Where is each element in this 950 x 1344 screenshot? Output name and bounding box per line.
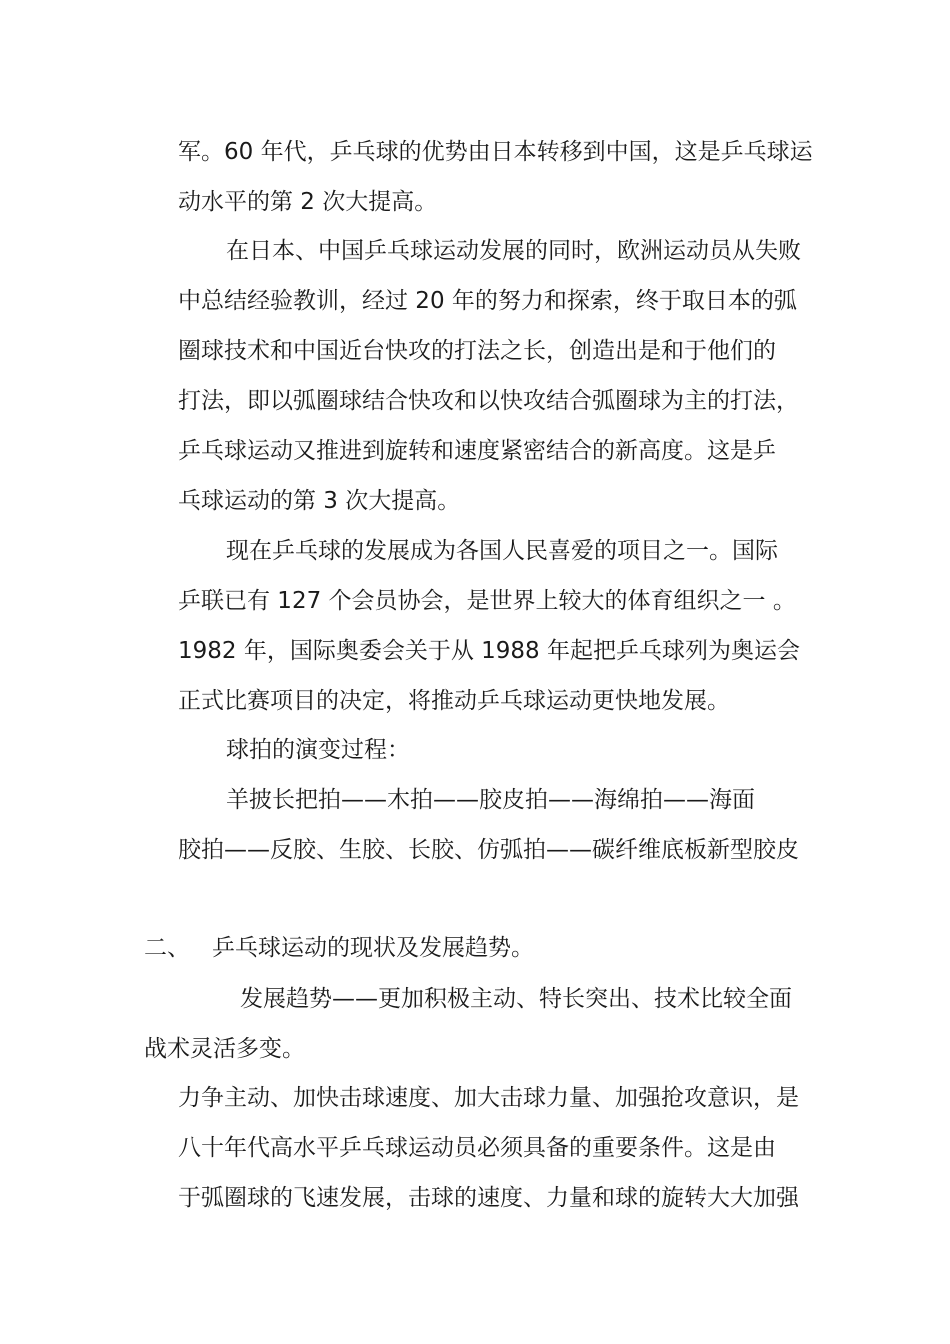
paragraph2-line6: 乓球运动的第 3 次大提高。 <box>178 488 461 514</box>
paragraph2-line3: 圈球技术和中国近台快攻的打法之长，创造出是和于他们的 <box>178 338 776 364</box>
paragraph1-line2: 动水平的第 2 次大提高。 <box>178 189 438 215</box>
paragraph7-line2: 八十年代高水平乒乓球运动员必须具备的重要条件。这是由 <box>178 1135 776 1161</box>
paragraph3-line3: 1982 年，国际奥委会关于从 1988 年起把乒乓球列为奥运会 <box>178 638 800 664</box>
paragraph2-line4: 打法，即以弧圈球结合快攻和以快攻结合弧圈球为主的打法， <box>178 388 799 414</box>
paragraph3-line2: 乒联已有 127 个会员协会，是世界上较大的体育组织之一 。 <box>178 588 796 614</box>
paragraph3-line1: 现在乒乓球的发展成为各国人民喜爱的项目之一。国际 <box>226 538 778 564</box>
paragraph5-line2: 胶拍——反胶、生胶、长胶、仿弧拍——碳纤维底板新型胶皮 <box>178 837 799 863</box>
paragraph2-line5: 乒乓球运动又推进到旋转和速度紧密结合的新高度。这是乒 <box>178 438 776 464</box>
paragraph6-line2: 战术灵活多变。 <box>144 1036 305 1062</box>
paragraph6-line1: 发展趋势——更加积极主动、特长突出、技术比较全面 <box>240 986 792 1012</box>
section-title: 乒乓球运动的现状及发展趋势。 <box>212 935 534 961</box>
paragraph2-line2: 中总结经验教训，经过 20 年的努力和探索，终于取日本的弧 <box>178 288 797 314</box>
section-number: 二、 <box>144 935 190 961</box>
paragraph2-line1: 在日本、中国乒乓球运动发展的同时，欧洲运动员从失败 <box>226 238 801 264</box>
paragraph7-line3: 于弧圈球的飞速发展，击球的速度、力量和球的旋转大大加强 <box>178 1185 799 1211</box>
paragraph5-line1: 羊披长把拍——木拍——胶皮拍——海绵拍——海面 <box>226 787 755 813</box>
paragraph1-line1: 军。60 年代，乒乓球的优势由日本转移到中国，这是乒乓球运 <box>178 139 813 165</box>
paragraph3-line4: 正式比赛项目的决定，将推动乒乓球运动更快地发展。 <box>178 688 730 714</box>
paragraph4-line1: 球拍的演变过程： <box>226 737 410 763</box>
paragraph7-line1: 力争主动、加快击球速度、加大击球力量、加强抢攻意识，是 <box>178 1085 799 1111</box>
